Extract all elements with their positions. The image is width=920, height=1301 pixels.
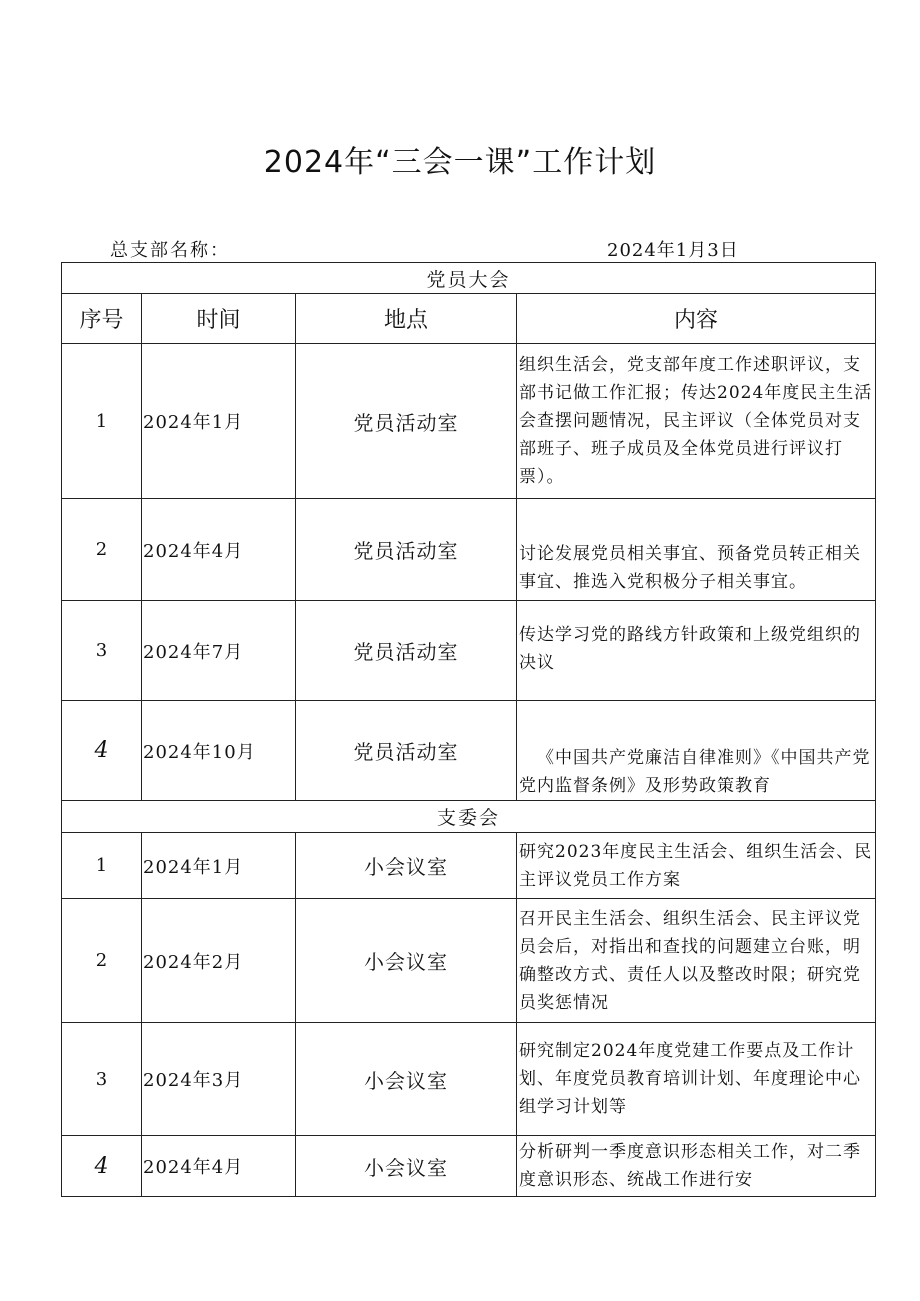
header-content: 内容 <box>517 294 876 344</box>
row-content: 讨论发展党员相关事宜、预备党员转正相关事宜、推选入党积极分子相关事宜。 <box>517 499 876 601</box>
table-row <box>62 601 876 701</box>
table-row <box>62 499 876 601</box>
row-seq: 2 <box>62 899 142 1023</box>
table-row <box>62 899 876 1023</box>
row-content: 分析研判一季度意识形态相关工作，对二季度意识形态、统战工作进行安 <box>517 1136 876 1197</box>
row-time: 2024年2月 <box>142 899 296 1023</box>
branch-label: 总支部名称： <box>110 240 230 261</box>
row-content: 研究制定2024年度党建工作要点及工作计划、年度党员教育培训计划、年度理论中心组学习计划等 <box>517 1023 876 1136</box>
row-seq: 3 <box>62 1023 142 1136</box>
row-content: 传达学习党的路线方针政策和上级党组织的决议 <box>517 601 876 701</box>
row-content: 《中国共产党廉洁自律准则》《中国共产党党内监督条例》及形势政策教育 <box>517 701 876 801</box>
header-place: 地点 <box>296 294 517 344</box>
table-row <box>62 1136 876 1197</box>
header-seq: 序号 <box>62 294 142 344</box>
row-seq: 4 <box>62 1136 142 1197</box>
row-place: 党员活动室 <box>296 601 517 701</box>
row-place: 小会议室 <box>296 1136 517 1197</box>
table-row <box>62 833 876 899</box>
row-place: 党员活动室 <box>296 344 517 499</box>
row-time: 2024年4月 <box>142 499 296 601</box>
row-seq: 1 <box>62 833 142 899</box>
page-title: 2024年“三会一课”工作计划 <box>263 145 657 180</box>
row-place: 党员活动室 <box>296 701 517 801</box>
section-title: 党员大会 <box>62 263 876 294</box>
row-content: 组织生活会，党支部年度工作述职评议，支部书记做工作汇报；传达2024年度民主生活会查摆问题情况，民主评议（全体党员对支部班子、班子成员及全体党员进行评议打票）。 <box>517 344 876 499</box>
row-seq: 4 <box>62 701 142 801</box>
row-place: 党员活动室 <box>296 499 517 601</box>
row-time: 2024年1月 <box>142 344 296 499</box>
table-row <box>62 344 876 499</box>
row-time: 2024年10月 <box>142 701 296 801</box>
row-place: 小会议室 <box>296 833 517 899</box>
row-seq: 2 <box>62 499 142 601</box>
column-header-row <box>62 294 876 344</box>
section-header-row <box>62 263 876 294</box>
row-place: 小会议室 <box>296 899 517 1023</box>
plan-table <box>61 262 876 1197</box>
row-time: 2024年3月 <box>142 1023 296 1136</box>
row-time: 2024年1月 <box>142 833 296 899</box>
table-row <box>62 701 876 801</box>
row-time: 2024年4月 <box>142 1136 296 1197</box>
row-seq: 3 <box>62 601 142 701</box>
row-place: 小会议室 <box>296 1023 517 1136</box>
row-time: 2024年7月 <box>142 601 296 701</box>
table-row <box>62 1023 876 1136</box>
section-header-row <box>62 801 876 833</box>
section-title: 支委会 <box>62 801 876 833</box>
row-content: 研究2023年度民主生活会、组织生活会、民主评议党员工作方案 <box>517 833 876 899</box>
header-time: 时间 <box>142 294 296 344</box>
row-seq: 1 <box>62 344 142 499</box>
document-date: 2024年1月3日 <box>607 240 739 261</box>
row-content: 召开民主生活会、组织生活会、民主评议党员会后，对指出和查找的问题建立台账，明确整改方式、责任人以及整改时限；研究党员奖惩情况 <box>517 899 876 1023</box>
